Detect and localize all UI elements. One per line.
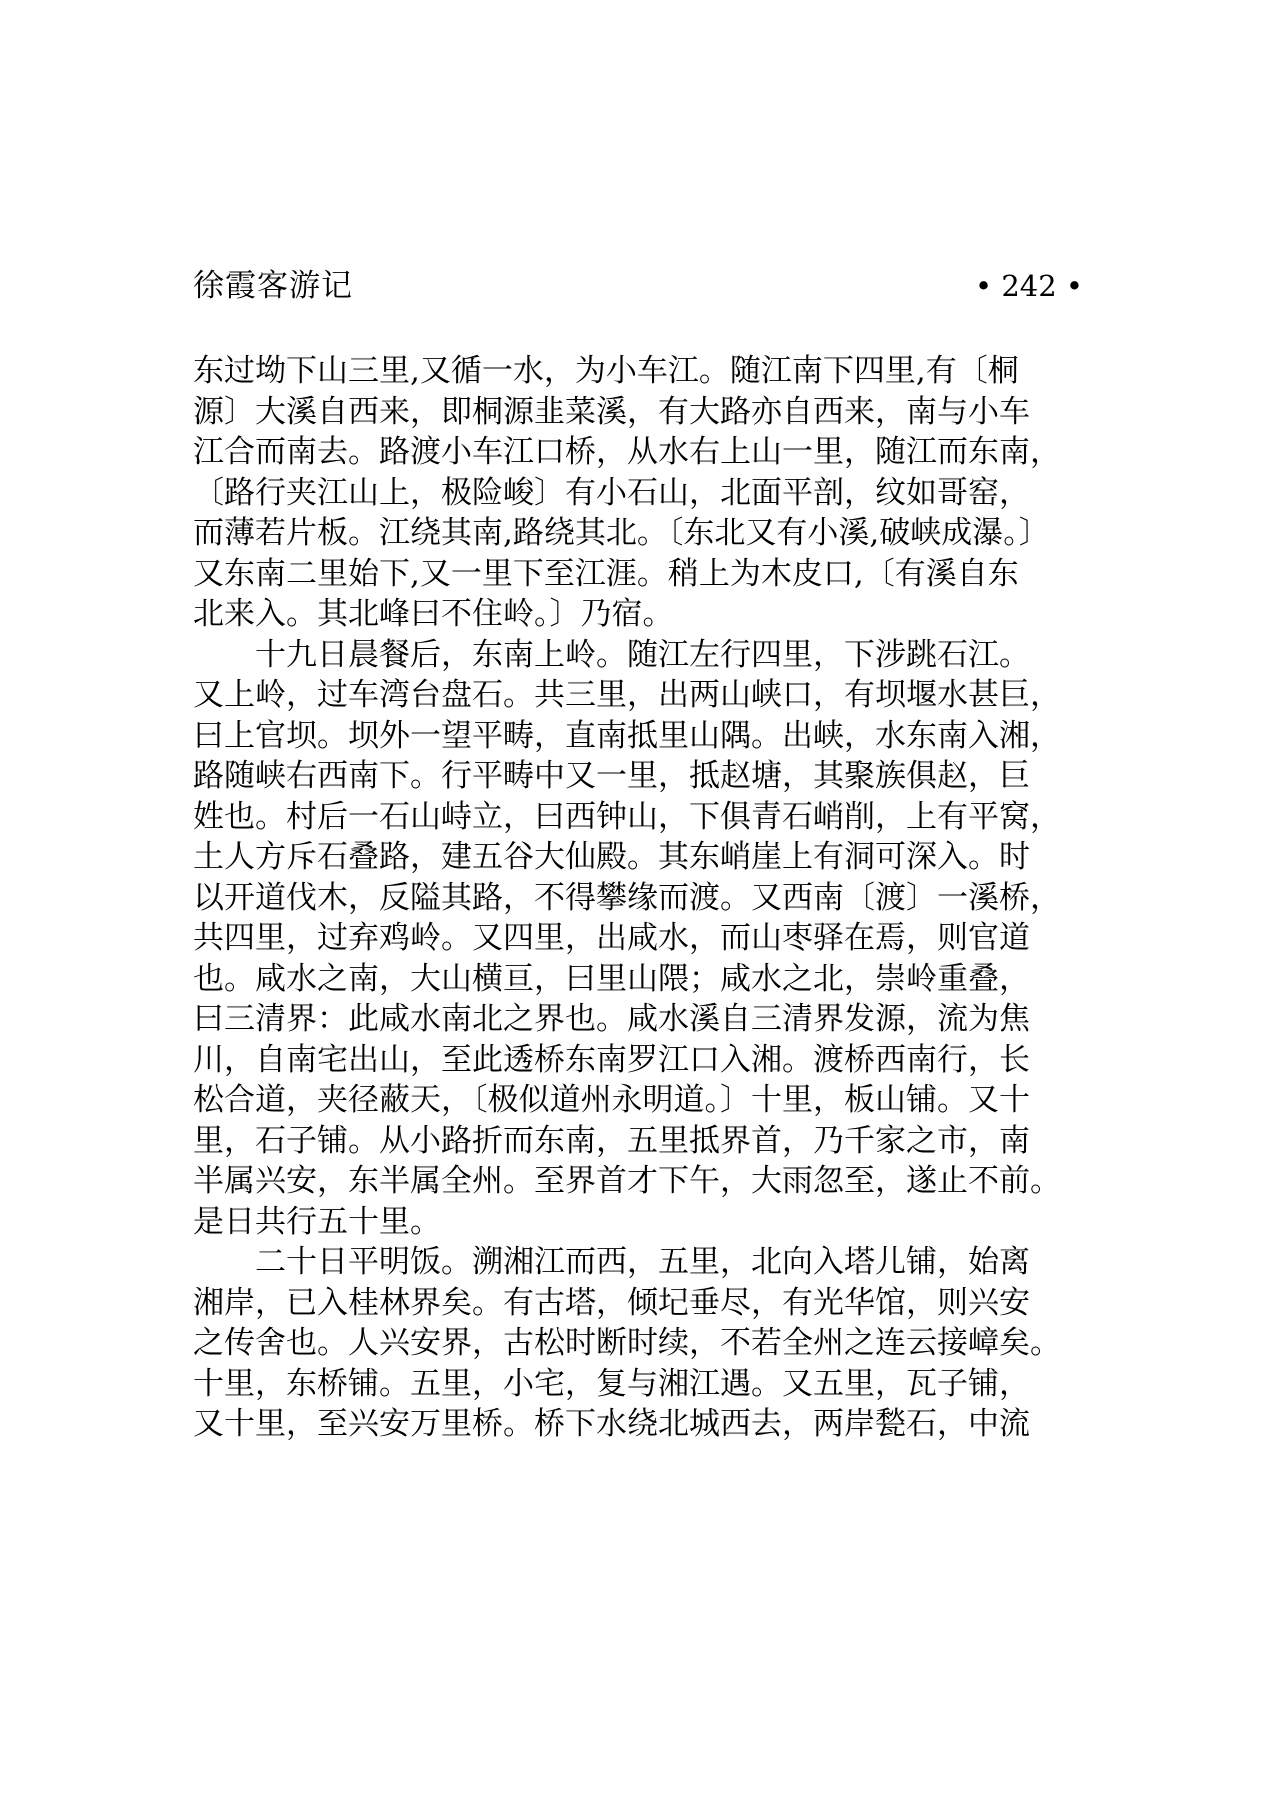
text-line: 川，自南宅出山，至此透桥东南罗江口入湘。渡桥西南行，长: [193, 1041, 1030, 1078]
text-line: 东过坳下山三里,又循一水，为小车江。随江南下四里,有〔桐: [193, 353, 1019, 389]
page-number: • 242 •: [975, 269, 1083, 303]
text-line: 里，石子铺。从小路折而东南，五里抵界首，乃千家之市，南: [193, 1122, 1030, 1159]
text-line: 源〕大溪自西来，即桐源韭菜溪，有大路亦自西来，南与小车: [193, 393, 1030, 430]
text-line: 江合而南去。路渡小车江口桥，从水右上山一里，随江而东南，: [193, 434, 1061, 470]
text-line: 北来入。其北峰曰不住岭。〕乃宿。: [193, 596, 674, 632]
text-line: 松合道，夹径蔽天，〔极似道州永明道。〕十里，板山铺。又十: [193, 1082, 1030, 1118]
text-line: 曰上官坝。坝外一望平畴，直南抵里山隅。出峡，水东南入湘，: [193, 717, 1061, 754]
text-line: 是日共行五十里。: [193, 1203, 441, 1240]
text-line: 而薄若片板。江绕其南,路绕其北。〔东北又有小溪,破峡成瀑。〕: [193, 515, 1050, 551]
text-line: 以开道伐木，反隘其路，不得攀缘而渡。又西南〔渡〕一溪桥，: [193, 879, 1061, 916]
text-line: 共四里，过弃鸡岭。又四里，出咸水，而山枣驿在焉，则官道: [193, 920, 1030, 956]
text-line: 又上岭，过车湾台盘石。共三里，出两山峡口，有坝堰水甚巨，: [193, 677, 1061, 713]
text-line: 土人方斥石叠路，建五谷大仙殿。其东峭崖上有洞可深入。时: [193, 839, 1030, 875]
text-line: 又十里，至兴安万里桥。桥下水绕北城西去，两岸甃石，中流: [193, 1406, 1030, 1442]
book-title: 徐霞客游记: [193, 268, 353, 304]
page-header: [193, 263, 1083, 309]
body-text: [193, 351, 1093, 1445]
text-line: 湘岸，已入桂林界矣。有古塔，倾圮垂尽，有光华馆，则兴安: [193, 1284, 1030, 1321]
text-line: 半属兴安，东半属全州。至界首才下午，大雨忽至，遂止不前。: [193, 1163, 1061, 1199]
text-line: 二十日平明饭。溯湘江而西，五里，北向入塔儿铺，始离: [193, 1244, 1030, 1280]
text-line: 姓也。村后一石山峙立，曰西钟山，下俱青石峭削，上有平窝，: [193, 798, 1061, 835]
text-line: 曰三清界：此咸水南北之界也。咸水溪自三清界发源，流为焦: [193, 1001, 1030, 1037]
text-line: 也。咸水之南，大山横亘，曰里山隈；咸水之北，崇岭重叠，: [193, 960, 1030, 997]
text-line: 〔路行夹江山上，极险峻〕有小石山，北面平剖，纹如哥窑，: [193, 474, 1030, 511]
text-line: 又东南二里始下,又一里下至江涯。稍上为木皮口,〔有溪自东: [193, 555, 1019, 592]
text-line: 路随峡右西南下。行平畴中又一里，抵赵塘，其聚族俱赵，巨: [193, 758, 1030, 794]
text-line: 之传舍也。人兴安界，古松时断时续，不若全州之连云接嶂矣。: [193, 1325, 1061, 1361]
text-line: 十九日晨餐后，东南上岭。随江左行四里，下涉跳石江。: [193, 636, 1030, 673]
text-line: 十里，东桥铺。五里，小宅，复与湘江遇。又五里，瓦子铺，: [193, 1365, 1030, 1402]
